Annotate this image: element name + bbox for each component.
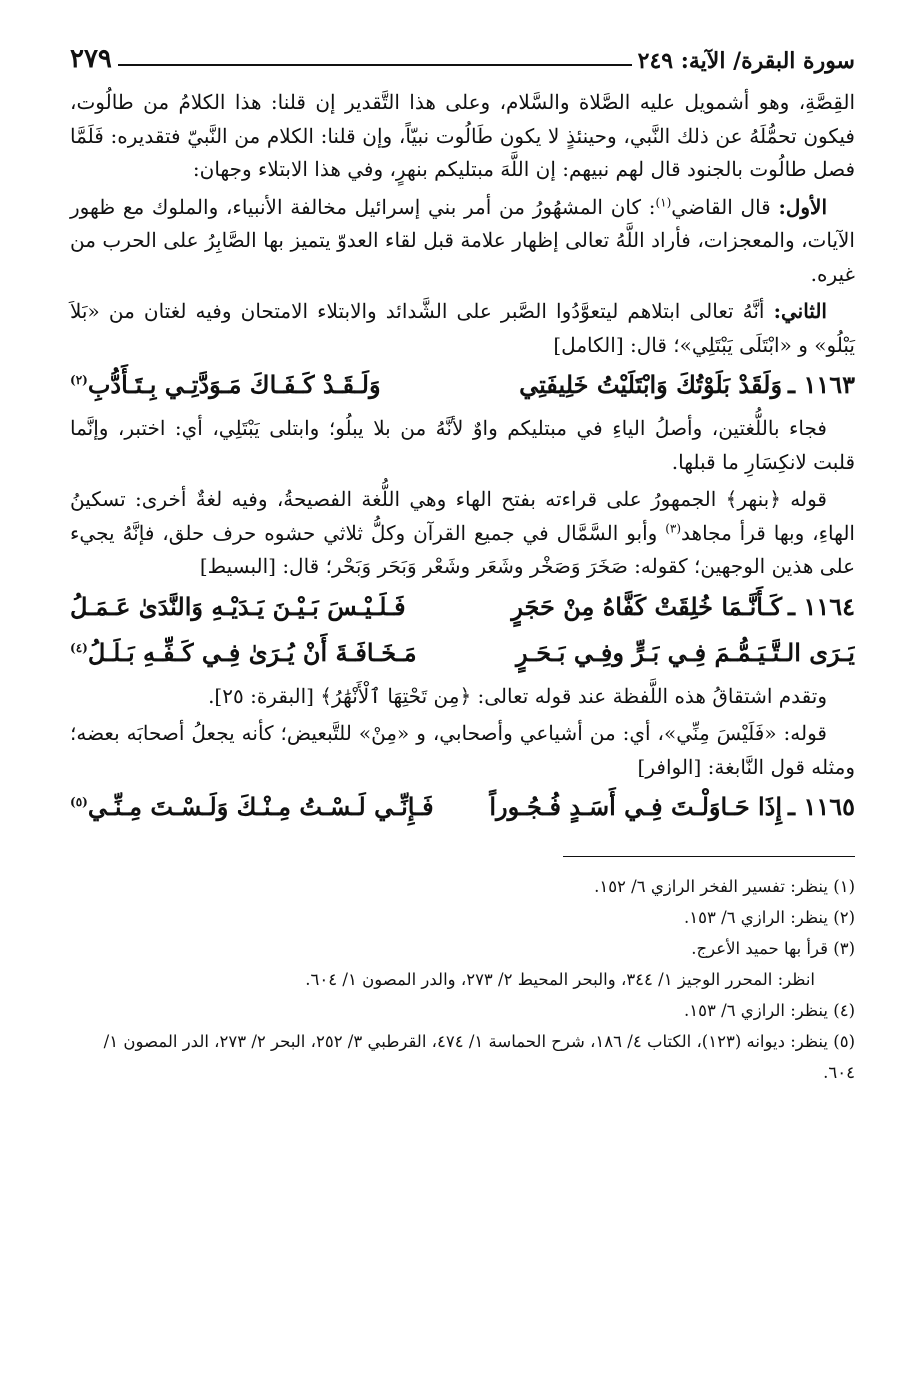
verse-hemistich-first: وَلَقَدْ بَلَوْتُكَ وَابْتَلَيْتُ خَلِيفَتِي: [519, 370, 783, 399]
footnote-separator: [563, 856, 855, 857]
verse-1164-line-2: [70, 630, 855, 676]
paragraph-first-aspect: [70, 191, 855, 292]
verse-hemistich-second: [70, 784, 434, 830]
paragraph-not-of-me: قوله: «فَلَيْسَ مِنِّي»، أي: من أشياعي وأصحابي، و «مِنْ» للتَّبعيض؛ كأنه يجعلُ أصحابَه بعضه؛ ومثله قول النَّابغة: [الوافر]: [70, 721, 855, 779]
verse-hemistich-first: إِذَا حَـاوَلْـتَ فِـي أَسَـدٍ فُـجُـوراً: [489, 792, 783, 821]
verse-hemistich-first: كَـأَنَّـمَا خُلِقَتْ كَفَّاهُ مِنْ حَجَرٍ: [511, 591, 783, 621]
first-aspect-label: الأول:: [778, 194, 828, 219]
footnote-ref-1: (١): [655, 194, 672, 209]
first-aspect-intro: قال القاضي: [671, 194, 771, 219]
page-header: [70, 34, 855, 74]
page-number: ٢٧٩: [70, 44, 112, 74]
footnote-4: (٤) ينظر: الرازي ٦/ ١٥٣.: [684, 1001, 855, 1020]
footnote-ref-3: (٣): [665, 520, 682, 535]
footnote-ref-5: (٥): [70, 795, 88, 809]
footnote-2: (٢) ينظر: الرازي ٦/ ١٥٣.: [684, 908, 855, 927]
verse-hemistich-second-text: فَـإِنِّـي لَـسْـتُ مِـنْـكَ وَلَـسْـتَ مِـنِّـي: [87, 792, 434, 821]
footnote-3: (٣) قرأ بها حميد الأعرج.: [691, 939, 855, 958]
verse-number: ١١٦٣ ـ: [788, 370, 855, 399]
verse-1165: [70, 784, 855, 830]
verse-hemistich-first: يَـرَى الـتَّـيَـمُّـمَ فِـي بَـرٍّ وفِـي بَـحَـرٍ: [516, 637, 855, 667]
paragraph-second-aspect: [70, 295, 855, 362]
verse-1164: [70, 584, 855, 630]
footnote-3-continued: انظر: المحرر الوجيز ١/ ٣٤٤، والبحر المحيط ٢/ ٢٧٣، والدر المصون ١/ ٦٠٤.: [305, 970, 815, 989]
verse-number: ١١٦٤ ـ: [788, 591, 855, 621]
verse-number: ١١٦٥ ـ: [788, 792, 855, 821]
paragraph-continuation: القِصَّةِ، وهو أشمويل عليه الصَّلاة والسَّلام، وعلى هذا التَّقدير إن قلنا: هذا الكلامُ من طالُوت، فيكون تحمُّلَهُ عن ذلك النَّبي، وحينئذٍ لا يكون طَالُوت نبيّاً، وإن قلنا: الكلام من النَّبيّ فتقديره: فَلَمَّا فصل طالُوت بالجنود قال لهم نبيهم: إن اللَّهَ مبتليكم بنهرٍ، وفي هذا الابتلاء وجهان:: [70, 90, 855, 181]
footnote-1: (١) ينظر: تفسير الفخر الرازي ٦/ ١٥٢.: [594, 877, 855, 896]
footnote-ref-4: (٤): [70, 640, 88, 655]
first-aspect-text: : كان المشهُورُ من أمر بني إسرائيل مخالفة الأنبياء، والملوك مع ظهور الآيات، والمعجزات، فأراد اللَّهُ تعالى إظهار علامة قبل لقاء العدوّ يتميز بها الصَّابِرُ على الحرب من غيره.: [70, 194, 855, 286]
verse-hemistich-second: [70, 630, 453, 676]
paragraph-two-dialects: فجاء باللُّغتين، وأصلُ الياءِ في مبتليكم واوٌ لأنَّهُ من بلا يبلُو؛ وابتلى يَبْتَلِي، أي: اختبر، وإنَّما قلبت لانكِسَارِ ما قبلها.: [70, 416, 855, 474]
second-aspect-label: الثاني:: [773, 299, 827, 323]
verse-hemistich-second: فَـلَـيْـسَ بَـيْـنَ يَـدَيْـهِ وَالنَّدَىٰ عَـمَـلُ: [70, 591, 406, 621]
header-rule: [118, 64, 632, 66]
verse-hemistich-second-text: مَـخَـافَـةَ أَنْ يُـرَىٰ فِـي كَـفِّـهِ بَـلَـلُ: [87, 637, 417, 667]
verse-hemistich-second: [70, 362, 417, 408]
verse-1163: [70, 362, 855, 408]
main-text: [70, 86, 855, 830]
footnotes: [70, 871, 855, 1088]
paragraph-bi-nahar: [70, 483, 855, 584]
bi-nahar-text-a: قوله ﴿بنهر﴾ الجمهورُ على قراءته بفتح الهاء وهي اللُّغة الفصيحةُ، وفيه لغةٌ أخرى: تسكينُ الهاءِ، وبها قرأ مجاهد: [70, 487, 855, 545]
bi-nahar-text-b: وأبو السَّمَّال في جميع القرآن وكلُّ ثلاثي حشوه حرف حلق، فإنَّهُ يجيء على هذين الوجهين؛ كقوله: صَخَرَ وَصَخْر وشَعَر وشَعْر وَبَحَر وَبَحْر؛ قال: [البسيط]: [70, 520, 855, 578]
paragraph-derivation: وتقدم اشتقاقُ هذه اللَّفظة عند قوله تعالى: ﴿مِن تَحْتِهَا ٱلْأَنْهَٰرُ﴾ [البقرة: ٢٥].: [208, 683, 827, 708]
footnote-ref-2: (٢): [70, 373, 88, 387]
second-aspect-text: أنَّهُ تعالى ابتلاهم ليتعوَّدُوا الصَّبر على الشَّدائد والابتلاء الامتحان وفيه لغتان من «بَلاَ يَبْلُو» و «ابْتَلَى يَبْتَلِي»؛ قال: [الكامل]: [70, 299, 855, 357]
footnote-5: (٥) ينظر: ديوانه (١٢٣)، الكتاب ٤/ ١٨٦، شرح الحماسة ١/ ٤٧٤، القرطبي ٣/ ٢٥٢، البحر ٢/ ٢٧٣، الدر المصون ١/ ٦٠٤.: [103, 1032, 855, 1082]
verse-hemistich-second-text: وَلَـقَـدْ كَـفَـاكَ مَـوَدَّتِـي بِـتَـأَدُّبِ: [87, 370, 381, 399]
running-title: سورة البقرة/ الآية: ٢٤٩: [637, 48, 855, 74]
